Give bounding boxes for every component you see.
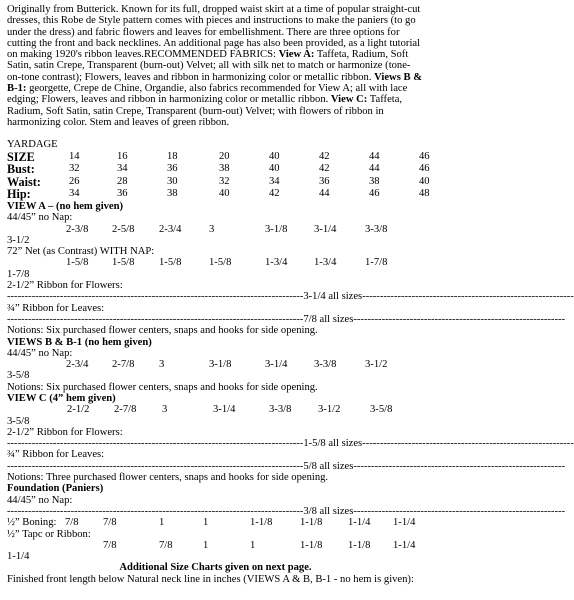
row-label: ½” Boning: <box>7 517 57 529</box>
size-cell: 36 <box>319 175 330 187</box>
size-cell: 16 <box>117 150 128 162</box>
row-indent <box>7 257 66 268</box>
all-sizes-value: 3-1/4 all sizes <box>303 291 363 303</box>
dash-rule: ------------------------------------------------------------------------------------ <box>7 505 304 517</box>
intro-paragraph <box>7 4 424 128</box>
intro-segment: Views B & B-1: <box>7 71 423 95</box>
yardage-cell: 1-1/8 <box>348 539 371 551</box>
size-cell: 46 <box>419 163 430 175</box>
yardage-cell: 3-3/8 <box>365 223 388 235</box>
dash-rule: ------------------------------------------------------------ <box>362 291 574 303</box>
view-a-ribbon-flowers-label: 2-1/2” Ribbon for Flowers: <box>7 280 123 292</box>
foundation-fabric1-line <box>7 505 566 517</box>
yardage-cell: 1-3/4 <box>314 257 337 269</box>
yardage-cell: 3 <box>209 223 215 235</box>
view-c-ribbon-leaves-line <box>7 460 566 472</box>
all-sizes-value: 1-5/8 all sizes <box>303 438 363 450</box>
size-table <box>7 149 430 202</box>
view-c-fabric1-row <box>7 404 424 427</box>
view-c-ribbon-leaves-label: ¾” Ribbon for Leaves: <box>7 449 105 461</box>
yardage-cell: 2-7/8 <box>114 404 137 416</box>
yardage-cell: 1-1/8 <box>300 517 323 529</box>
dash-rule: ------------------------------------------------------------------------------------ <box>7 291 304 303</box>
foundation-fabric1-label: 44/45” no Nap: <box>7 494 73 506</box>
size-row-label: Waist: <box>7 174 41 189</box>
yardage-cell: 1-5/8 <box>159 257 182 269</box>
intro-segment: View A: <box>278 49 315 61</box>
yardage-cell: 1-5/8 <box>209 257 232 269</box>
spacer <box>7 128 424 139</box>
size-cell: 44 <box>369 163 380 175</box>
size-cell: 40 <box>269 163 280 175</box>
size-cell: 46 <box>419 150 430 162</box>
yardage-cell: 3-1/8 <box>209 359 232 371</box>
size-cell: 34 <box>69 188 80 200</box>
yardage-cell: 3-3/8 <box>269 404 292 416</box>
yardage-cell: 1-1/4 <box>393 517 416 529</box>
yardage-cell: 7/8 <box>159 539 173 551</box>
yardage-cell: 1-7/8 <box>365 257 388 269</box>
size-cell: 34 <box>117 163 128 175</box>
dash-rule: ------------------------------------------------------------ <box>362 438 574 450</box>
size-row <box>7 187 430 202</box>
size-cell: 38 <box>167 188 178 200</box>
yardage-cell: 3-1/2 <box>318 404 341 416</box>
view-c-ribbon-flowers-line <box>7 438 574 450</box>
yardage-cell: 3-1/2 <box>365 359 388 371</box>
yardage-cell: 1-1/4 <box>348 517 371 529</box>
view-a-ribbon-leaves-label: ¾” Ribbon for Leaves: <box>7 302 105 314</box>
foundation-heading: Foundation (Paniers) <box>7 483 104 495</box>
view-b-notions: Notions: Six purchased flower centers, snaps and hooks for side opening. <box>7 381 318 393</box>
row-indent <box>7 404 67 415</box>
view-b-fabric1-label: 44/45” no Nap: <box>7 347 73 359</box>
size-cell: 30 <box>167 175 178 187</box>
size-cell: 40 <box>269 150 280 162</box>
yardage-cell: 1 <box>203 517 209 529</box>
size-cell: 38 <box>219 163 230 175</box>
view-a-fabric2-label: 72” Net (as Contrast) WITH NAP: <box>7 246 155 258</box>
yardage-cell: 2-7/8 <box>112 359 135 371</box>
dash-rule: ------------------------------------------------------------ <box>353 313 566 325</box>
yardage-cell: 3-1/4 <box>213 404 236 416</box>
size-cell: 42 <box>269 188 280 200</box>
yardage-cell: 2-3/4 <box>66 359 89 371</box>
size-cell: 42 <box>319 150 330 162</box>
view-c-ribbon-flowers-label: 2-1/2” Ribbon for Flowers: <box>7 426 123 438</box>
size-row-label: Hip: <box>7 187 31 202</box>
view-a-ribbon-leaves-line <box>7 313 566 325</box>
size-cell: 18 <box>167 150 178 162</box>
size-cell: 28 <box>117 175 128 187</box>
yardage-cell: 2-3/4 <box>159 223 182 235</box>
yardage-cell: 1-1/8 <box>250 517 273 529</box>
yardage-cell: 1-7/8 <box>7 268 30 280</box>
size-row <box>7 162 430 177</box>
view-b-fabric1-row <box>7 359 424 382</box>
size-cell: 36 <box>117 188 128 200</box>
dash-rule: ------------------------------------------------------------ <box>353 505 566 517</box>
additional-charts-note: Additional Size Charts given on next page. <box>119 562 312 574</box>
yardage-cell: 2-5/8 <box>112 223 135 235</box>
size-cell: 36 <box>167 163 178 175</box>
size-cell: 42 <box>319 163 330 175</box>
size-cell: 32 <box>219 175 230 187</box>
view-a-fabric1-label: 44/45” no Nap: <box>7 212 73 224</box>
row-indent <box>7 359 66 370</box>
yardage-cell: 7/8 <box>103 517 117 529</box>
yardage-cell: 7/8 <box>103 539 117 551</box>
all-sizes-value: 7/8 all sizes <box>303 313 354 325</box>
size-cell: 44 <box>369 150 380 162</box>
yardage-cell: 1-1/8 <box>300 539 323 551</box>
foundation-boning-row <box>7 517 424 528</box>
intro-segment: Taffeta, Radium, Soft Satin, satin Crepe, Transparent (burn-out) Velvet; all with silk net to match or harmonize (tone-on-tone contrast); Flowers, leaves and ribbon in harmonizing color or metallic ribbon. <box>7 49 411 83</box>
view-a-fabric2-row <box>7 257 424 280</box>
size-cell: 40 <box>419 175 430 187</box>
yardage-cell: 3-1/4 <box>265 359 288 371</box>
size-row-label: Bust: <box>7 162 35 177</box>
view-a-heading: VIEW A – (no hem given) <box>7 200 124 212</box>
size-row-label: SIZE <box>7 149 35 164</box>
view-c-heading: VIEW C (4” hem given) <box>7 392 116 404</box>
size-cell: 34 <box>269 175 280 187</box>
yardage-cell: 3-5/8 <box>370 404 393 416</box>
size-cell: 48 <box>419 188 430 200</box>
row-indent <box>7 224 66 235</box>
foundation-tape-label: ½” Tapc or Ribbon: <box>7 528 91 540</box>
yardage-cell: 2-1/2 <box>67 404 90 416</box>
view-a-fabric1-row <box>7 224 424 247</box>
yardage-heading: YARDAGE <box>7 139 58 151</box>
yardage-cell: 2-3/8 <box>66 223 89 235</box>
yardage-cell: 7/8 <box>65 517 79 529</box>
finished-length-note: Finished front length below Natural neck line in inches (VIEWS A & B, B-1 - no hem is given): <box>7 573 414 585</box>
yardage-cell: 3 <box>162 404 168 416</box>
yardage-cell: 1-1/4 <box>393 539 416 551</box>
view-b-heading: VIEWS B & B-1 (no hem given) <box>7 336 152 348</box>
intro-segment: georgette, Crepe de Chine, Organdie, also fabrics recommended for View A; all with lace edging; Flowers, leaves and ribbon in harmonizing color or metallic ribbon. <box>7 83 408 106</box>
row-indent <box>7 540 103 551</box>
dash-rule: ------------------------------------------------------------------------------------ <box>7 460 304 472</box>
foundation-tape-row <box>7 540 424 563</box>
yardage-cell: 3-5/8 <box>7 370 30 382</box>
view-a-notions: Notions: Six purchased flower centers, snaps and hooks for side opening. <box>7 325 318 337</box>
yardage-cell: 3-3/8 <box>314 359 337 371</box>
yardage-cell: 1-5/8 <box>66 257 89 269</box>
yardage-cell: 3-5/8 <box>7 415 30 427</box>
yardage-cell: 1-1/4 <box>7 551 30 563</box>
yardage-cell: 1-5/8 <box>112 257 135 269</box>
view-a-ribbon-flowers-line <box>7 291 574 303</box>
intro-segment: View C: <box>330 94 368 106</box>
size-cell: 32 <box>69 163 80 175</box>
size-cell: 38 <box>369 175 380 187</box>
size-cell: 14 <box>69 150 80 162</box>
all-sizes-value: 5/8 all sizes <box>303 460 354 472</box>
yardage-cell: 3 <box>159 359 165 371</box>
yardage-cell: 1 <box>250 539 256 551</box>
intro-segment: Taffeta, Radium, Soft Satin, satin Crepe, Transparent (burn-out) Velvet; with flowers of ribbon in harmonizing color. Stem and leaves of green ribbon. <box>7 94 403 128</box>
dash-rule: ------------------------------------------------------------ <box>353 460 566 472</box>
size-row <box>7 174 430 189</box>
size-row <box>7 149 430 164</box>
size-cell: 44 <box>319 188 330 200</box>
size-cell: 40 <box>219 188 230 200</box>
yardage-cell: 1 <box>159 517 165 529</box>
yardage-cell: 1-3/4 <box>265 257 288 269</box>
size-cell: 46 <box>369 188 380 200</box>
intro-segment: RECOMMENDED FABRICS: <box>143 49 279 61</box>
yardage-cell: 3-1/2 <box>7 234 30 246</box>
yardage-cell: 3-1/8 <box>265 223 288 235</box>
size-cell: 20 <box>219 150 230 162</box>
size-cell: 26 <box>69 175 80 187</box>
all-sizes-value: 3/8 all sizes <box>303 505 354 517</box>
dash-rule: ------------------------------------------------------------------------------------ <box>7 438 304 450</box>
yardage-cell: 3-1/4 <box>314 223 337 235</box>
dash-rule: ------------------------------------------------------------------------------------ <box>7 313 304 325</box>
yardage-cell: 1 <box>203 539 209 551</box>
view-c-notions: Notions: Three purchased flower centers, snaps and hooks for side opening. <box>7 472 329 484</box>
intro-segment: Originally from Butterick. Known for its full, dropped waist skirt at a time of popular straight-cut dresses, this Robe de Style pattern comes with pieces and instructions to make the paniers (to go under the dress) and fabric flowers and leaves for embellishment. There are three options for cutting the front and back necklines. An additional page has also been provided, as a light tutorial on making 1920's ribbon leaves. <box>7 4 421 61</box>
